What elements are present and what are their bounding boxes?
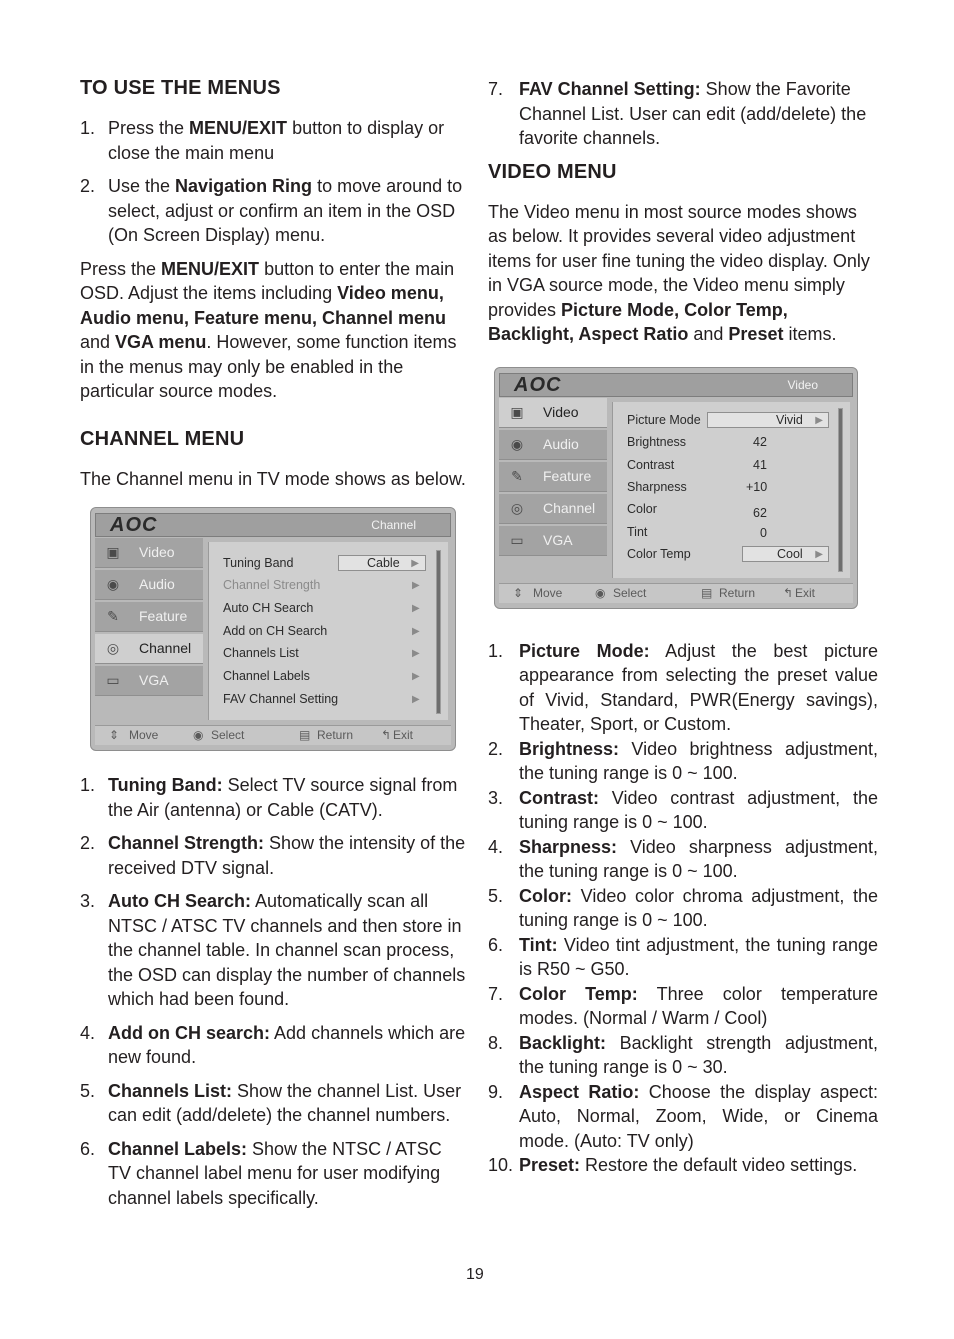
- item-term: Contrast:: [519, 787, 599, 808]
- osd-row-color[interactable]: Color: [627, 501, 657, 516]
- item-term: Preset:: [519, 1155, 581, 1175]
- osd-sidebar-item-channel[interactable]: [499, 494, 607, 524]
- list-item: [488, 737, 878, 786]
- item-text: Press the: [108, 118, 190, 138]
- sidebar-label: VGA: [139, 672, 169, 688]
- osd-row-channel-strength[interactable]: Channel Strength: [223, 578, 321, 592]
- sidebar-label: Channel: [543, 499, 596, 516]
- page-number: 19: [466, 1266, 484, 1283]
- use-menus-list: [80, 116, 466, 248]
- item-term: Channel Labels:: [108, 1138, 248, 1159]
- sidebar-label: VGA: [543, 531, 573, 548]
- osd-sidebar-item-video[interactable]: [95, 538, 203, 568]
- item-text: Video contrast adjustment, the tuning range is 0 ~ 100.: [519, 787, 878, 832]
- exit-icon: ↰: [783, 585, 794, 600]
- tuning-band-select[interactable]: [338, 555, 426, 571]
- return-icon: ▤: [299, 728, 311, 742]
- aoc-logo: AOC: [514, 373, 562, 396]
- picture-mode-value: Vivid: [776, 412, 803, 427]
- footer-return-label: Return: [719, 585, 756, 600]
- picture-mode-select[interactable]: [707, 412, 829, 428]
- osd-row-tuning-band[interactable]: Tuning Band: [223, 556, 294, 570]
- list-item: [488, 982, 878, 1031]
- item-term: Add on CH search:: [108, 1022, 271, 1043]
- list-item: [80, 1021, 466, 1070]
- fav-item-list: [488, 77, 878, 151]
- item-term: Tuning Band:: [108, 775, 223, 795]
- item-text: Add channels which are new found.: [108, 1022, 466, 1067]
- osd-scrollbar[interactable]: [838, 408, 843, 572]
- para-text: Press the: [80, 258, 162, 279]
- item-number: 4.: [80, 1022, 96, 1043]
- exit-icon: ↰: [381, 728, 392, 742]
- item-number: 10.: [488, 1155, 514, 1175]
- right-arrow-icon: ▶: [412, 580, 420, 591]
- item-text: Video tint adjustment, the tuning range is R50 ~ G50.: [519, 934, 878, 979]
- color-temp-value: Cool: [777, 546, 803, 561]
- item-term: Channel Strength:: [108, 833, 264, 853]
- para-text: button to enter the main OSD. Adjust the items including: [80, 258, 455, 303]
- item-number: 3.: [488, 787, 504, 808]
- list-item: [488, 884, 878, 933]
- speaker-icon: ◉: [510, 435, 524, 452]
- osd-sidebar-item-audio[interactable]: [499, 430, 607, 460]
- right-arrow-icon: ▶: [412, 671, 420, 682]
- monitor-icon: ▭: [106, 672, 120, 688]
- tv-icon: ▣: [510, 403, 524, 420]
- osd-row-tint[interactable]: Tint: [627, 524, 648, 539]
- footer-return-label: Return: [317, 728, 354, 742]
- footer-move-label: Move: [129, 728, 159, 742]
- list-item: [80, 1137, 466, 1211]
- item-text: Three color temperature modes. (Normal / Warm / Cool): [519, 983, 878, 1028]
- list-item: [80, 889, 466, 1012]
- osd-sidebar-item-feature[interactable]: [499, 462, 607, 492]
- osd-footer: [95, 725, 451, 745]
- item-number: 7.: [488, 983, 504, 1004]
- osd-sidebar-item-feature[interactable]: [95, 602, 203, 632]
- item-text: to move around to select, adjust or confirm an item in the OSD (On Screen Display) menu.: [108, 176, 463, 245]
- item-text: Backlight strength adjustment, the tuning range is 0 ~ 30.: [519, 1032, 878, 1077]
- item-term: MENU/EXIT: [189, 118, 288, 138]
- item-term: Channels List:: [108, 1080, 233, 1101]
- list-item: [80, 174, 466, 248]
- item-number: 9.: [488, 1081, 504, 1102]
- osd-title-bar: [499, 373, 853, 397]
- osd-row-auto-ch-search[interactable]: Auto CH Search: [223, 601, 314, 615]
- list-item: [488, 1153, 878, 1178]
- list-item: [80, 116, 466, 165]
- brightness-value: 42: [753, 434, 767, 449]
- sidebar-label: Feature: [139, 608, 188, 624]
- satellite-dish-icon: ◎: [106, 640, 120, 656]
- item-number: 7.: [488, 79, 504, 99]
- right-arrow-icon: ▶: [412, 603, 420, 614]
- item-text: button to display or close the main menu: [108, 118, 445, 163]
- osd-row-channel-labels[interactable]: Channel Labels: [223, 669, 310, 683]
- osd-video-menu: [494, 367, 858, 609]
- tuning-band-value: Cable: [367, 556, 400, 570]
- osd-video-panel: [612, 402, 850, 578]
- item-number: 5.: [488, 885, 504, 906]
- color-value: 62: [753, 505, 767, 520]
- item-term: Backlight:: [519, 1032, 607, 1053]
- item-term: Picture Mode:: [519, 640, 650, 661]
- move-icon: ⇕: [513, 585, 524, 600]
- item-term: Color Temp:: [519, 983, 638, 1004]
- footer-select-label: Select: [211, 728, 245, 742]
- osd-row-add-on-ch-search[interactable]: Add on CH Search: [223, 624, 328, 638]
- osd-row-fav-channel-setting[interactable]: FAV Channel Setting: [223, 692, 339, 706]
- monitor-icon: ▭: [510, 531, 524, 548]
- item-term: Sharpness:: [519, 836, 618, 857]
- osd-sidebar-item-video[interactable]: [499, 398, 607, 428]
- item-text: Show the channel List. User can edit (add/delete) the channel numbers.: [108, 1080, 462, 1125]
- osd-row-color-temp[interactable]: Color Temp: [627, 546, 691, 561]
- osd-sidebar-item-vga[interactable]: [499, 526, 607, 556]
- item-number: 1.: [488, 640, 504, 661]
- select-icon: ◉: [193, 728, 204, 742]
- return-icon: ▤: [701, 585, 713, 600]
- section-heading-video-menu: VIDEO MENU: [488, 160, 617, 183]
- list-item: [488, 1080, 878, 1154]
- item-text: Use the: [108, 176, 176, 196]
- item-term: Aspect Ratio:: [519, 1081, 640, 1102]
- aoc-logo: AOC: [110, 514, 158, 536]
- right-column: [488, 77, 878, 1178]
- osd-row-contrast[interactable]: Contrast: [627, 457, 675, 472]
- osd-row-picture-mode[interactable]: Picture Mode: [627, 412, 701, 427]
- item-text: Show the Favorite Channel List. User can edit (add/delete) the favorite channels.: [519, 79, 867, 148]
- osd-sidebar: [499, 398, 607, 558]
- osd-sidebar-item-audio[interactable]: [95, 570, 203, 600]
- tint-value: 0: [760, 525, 767, 540]
- item-text: Restore the default video settings.: [580, 1155, 858, 1175]
- right-arrow-icon: ▶: [412, 626, 420, 637]
- item-text: Choose the display aspect: Auto, Normal, Zoom, Wide, or Cinema mode. (Auto: TV only): [519, 1081, 878, 1151]
- footer-select-label: Select: [613, 585, 647, 600]
- item-number: 2.: [80, 833, 96, 853]
- item-term: Brightness:: [519, 738, 620, 759]
- list-item: [80, 773, 466, 822]
- para-term: Video menu, Audio menu, Feature menu, Channel menu: [80, 283, 447, 328]
- list-item: [488, 77, 878, 151]
- osd-channel-panel: [208, 542, 448, 720]
- item-number: 8.: [488, 1032, 504, 1053]
- sidebar-label: Channel: [139, 640, 192, 656]
- para-text: . However, some function items in the menus may only be enabled in the particular source modes.: [80, 332, 457, 401]
- para-text: The Video menu in most source modes shows as below. It provides several video adjustment items for user fine tuning the video display. Only in VGA source mode, the Video menu simply provides: [488, 201, 870, 320]
- item-number: 5.: [80, 1080, 96, 1101]
- right-arrow-icon: ▶: [815, 548, 823, 560]
- para-term: Picture Mode, Color Temp, Backlight, Aspect Ratio: [488, 299, 788, 344]
- osd-scrollbar[interactable]: [436, 550, 441, 714]
- channel-intro: The Channel menu in TV mode shows as below.: [80, 468, 466, 489]
- section-heading-use-menus: TO USE THE MENUS: [80, 77, 281, 99]
- list-item: [80, 831, 466, 880]
- wrench-icon: ✎: [511, 467, 523, 484]
- para-text: and: [688, 324, 729, 344]
- osd-section-label: Channel: [371, 518, 416, 532]
- item-number: 1.: [80, 775, 96, 795]
- list-item: [488, 835, 878, 884]
- list-item: [488, 639, 878, 737]
- osd-row-brightness[interactable]: Brightness: [627, 434, 687, 449]
- item-term: Color:: [519, 885, 572, 906]
- osd-footer: [499, 583, 853, 603]
- color-temp-select[interactable]: [742, 546, 829, 562]
- para-term: Preset: [728, 324, 784, 344]
- item-text: Select TV source signal from the Air (antenna) or Cable (CATV).: [108, 775, 458, 820]
- osd-title-bar: [95, 513, 451, 537]
- osd-sidebar-item-vga[interactable]: [95, 666, 203, 696]
- item-text: Video brightness adjustment, the tuning range is 0 ~ 100.: [519, 738, 878, 783]
- para-term: MENU/EXIT: [161, 258, 260, 279]
- osd-section-label: Video: [787, 377, 818, 392]
- right-arrow-icon: ▶: [412, 648, 420, 659]
- move-icon: ⇕: [109, 728, 120, 742]
- item-text: Show the NTSC / ATSC TV channel label menu for user modifying channel labels specifically.: [108, 1138, 442, 1208]
- sidebar-label: Feature: [543, 467, 592, 484]
- sidebar-label: Video: [543, 403, 579, 420]
- wrench-icon: ✎: [107, 608, 119, 624]
- item-term: Navigation Ring: [175, 176, 313, 196]
- sidebar-label: Audio: [139, 576, 175, 592]
- para-term: VGA menu: [115, 332, 207, 352]
- right-arrow-icon: ▶: [412, 694, 420, 705]
- item-number: 6.: [488, 934, 504, 955]
- video-items-list: [488, 639, 878, 1178]
- item-text: Show the intensity of the received DTV signal.: [108, 833, 466, 878]
- item-term: FAV Channel Setting:: [519, 79, 701, 99]
- osd-row-sharpness[interactable]: Sharpness: [627, 479, 687, 494]
- item-number: 6.: [80, 1138, 96, 1159]
- para-text: and: [80, 332, 116, 352]
- osd-sidebar-item-channel[interactable]: [95, 634, 203, 664]
- menus-paragraph: [80, 257, 466, 404]
- item-text: Video color chroma adjustment, the tuning range is 0 ~ 100.: [519, 885, 878, 930]
- osd-row-channels-list[interactable]: Channels List: [223, 646, 299, 660]
- item-text: Adjust the best picture appearance from selecting the preset value of Vivid, Standard, PWR(Energy savings), Theater, Sport, or Custom.: [519, 640, 879, 734]
- osd-channel-menu: [90, 507, 456, 751]
- sidebar-label: Audio: [543, 435, 579, 452]
- select-icon: ◉: [595, 585, 606, 600]
- item-term: Auto CH Search:: [108, 891, 252, 911]
- item-number: 2.: [80, 176, 96, 196]
- contrast-value: 41: [753, 457, 767, 472]
- item-number: 4.: [488, 836, 504, 857]
- item-number: 2.: [488, 738, 504, 759]
- list-item: [80, 1079, 466, 1128]
- item-term: Tint:: [519, 934, 558, 955]
- list-item: [488, 933, 878, 982]
- list-item: [488, 1031, 878, 1080]
- item-text: Automatically scan all NTSC / ATSC TV channels and then store in the channel table. In channel scan process, the OSD can display the number of channels which had been found.: [108, 891, 466, 1009]
- item-number: 3.: [80, 891, 96, 911]
- tv-icon: ▣: [106, 544, 120, 560]
- item-text: Video sharpness adjustment, the tuning range is 0 ~ 100.: [519, 836, 878, 881]
- sharpness-value: +10: [746, 479, 768, 494]
- left-column: [80, 77, 466, 1219]
- footer-exit-label: Exit: [393, 728, 414, 742]
- sidebar-label: Video: [139, 544, 175, 560]
- para-text: items.: [783, 324, 837, 344]
- item-number: 1.: [80, 118, 96, 138]
- footer-move-label: Move: [533, 585, 563, 600]
- speaker-icon: ◉: [106, 576, 120, 592]
- section-heading-channel-menu: CHANNEL MENU: [80, 427, 245, 450]
- video-paragraph: [488, 200, 878, 347]
- right-arrow-icon: ▶: [815, 414, 823, 426]
- footer-exit-label: Exit: [795, 585, 816, 600]
- right-arrow-icon: ▶: [411, 558, 419, 569]
- list-item: [488, 786, 878, 835]
- channel-items-list: [80, 773, 466, 1210]
- osd-sidebar: [95, 538, 203, 698]
- satellite-dish-icon: ◎: [510, 499, 524, 516]
